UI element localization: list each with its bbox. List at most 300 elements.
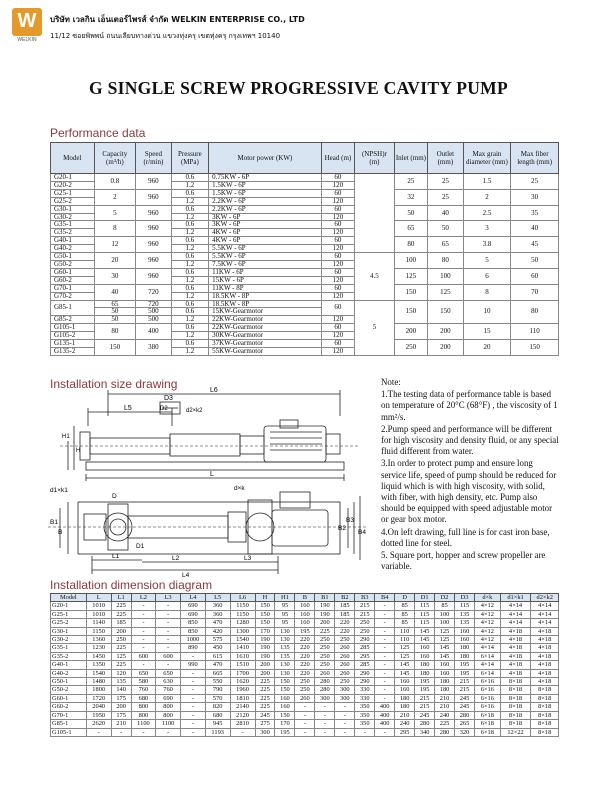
table-cell: 60 bbox=[321, 221, 354, 229]
table-cell: 65 bbox=[428, 237, 463, 253]
table-cell: 150 bbox=[275, 686, 295, 694]
table-row bbox=[51, 644, 559, 652]
table-cell: - bbox=[335, 728, 355, 736]
table-cell: 180 bbox=[415, 669, 435, 677]
table-cell: 50 bbox=[394, 205, 427, 221]
notes bbox=[381, 377, 560, 573]
table-cell: - bbox=[375, 610, 395, 618]
table-cell: 115 bbox=[415, 602, 435, 610]
table-cell: - bbox=[180, 703, 205, 711]
table-cell: 1480 bbox=[86, 678, 111, 686]
table-cell: 890 bbox=[180, 644, 205, 652]
table-row bbox=[51, 652, 559, 660]
table-cell: 820 bbox=[205, 703, 230, 711]
table-cell: 22KW-Gearmotor bbox=[209, 324, 322, 332]
table-cell: 2.2KW - 6P bbox=[209, 205, 322, 213]
table-cell: 225 bbox=[315, 627, 335, 635]
table-cell: 4×12 bbox=[475, 610, 501, 618]
table-cell: G60-1 bbox=[51, 268, 95, 276]
table-cell: 5 bbox=[355, 300, 395, 355]
table-cell: 4×12 bbox=[475, 602, 501, 610]
table-cell: 25 bbox=[428, 174, 463, 190]
table-cell: 280 bbox=[455, 711, 475, 719]
table-cell: 690 bbox=[156, 694, 181, 702]
table-cell: 4×14 bbox=[475, 644, 501, 652]
table-cell: G85-2 bbox=[51, 316, 95, 324]
table-cell: 350 bbox=[355, 720, 375, 728]
table-cell: 210 bbox=[395, 711, 415, 719]
table-cell: 280 bbox=[315, 686, 335, 694]
table-cell: 120 bbox=[321, 316, 354, 324]
table-cell: 190 bbox=[315, 602, 335, 610]
table-cell: 400 bbox=[136, 324, 171, 340]
table-cell: 195 bbox=[455, 661, 475, 669]
table-cell: 420 bbox=[205, 627, 230, 635]
table-cell: - bbox=[295, 711, 315, 719]
table-row bbox=[51, 221, 559, 229]
table-cell: 1.2 bbox=[171, 292, 209, 300]
svg-text:L5: L5 bbox=[124, 405, 132, 412]
table-cell: 100 bbox=[435, 610, 455, 618]
table-cell: 120 bbox=[111, 669, 131, 677]
table-cell: 195 bbox=[295, 627, 315, 635]
table-cell: - bbox=[180, 694, 205, 702]
table-cell: 135 bbox=[455, 619, 475, 627]
table-cell: 170 bbox=[275, 720, 295, 728]
table-cell: 245 bbox=[415, 711, 435, 719]
table-cell: G25-2 bbox=[51, 197, 95, 205]
table-cell: 18.5KW - 8P bbox=[209, 292, 322, 300]
table-cell: 25 bbox=[511, 174, 559, 190]
dim-col-header: D bbox=[395, 594, 415, 602]
table-cell: 6×14 bbox=[475, 669, 501, 677]
perf-col-header: (NPSH)r (m) bbox=[355, 143, 395, 174]
svg-text:B2: B2 bbox=[338, 525, 346, 532]
table-cell: 3 bbox=[463, 221, 511, 237]
table-cell: 115 bbox=[415, 619, 435, 627]
table-row bbox=[51, 253, 559, 261]
table-cell: 1.2 bbox=[171, 347, 209, 355]
table-cell: 50 bbox=[94, 308, 136, 316]
side-view-drawing bbox=[60, 386, 370, 482]
table-cell: 1.2 bbox=[171, 213, 209, 221]
table-cell: 30 bbox=[94, 268, 136, 284]
svg-text:L6: L6 bbox=[210, 387, 218, 394]
table-cell: 720 bbox=[136, 284, 171, 300]
dim-col-header: L5 bbox=[205, 594, 230, 602]
table-cell: 110 bbox=[395, 627, 415, 635]
table-cell: 8×18 bbox=[500, 678, 531, 686]
table-cell: 800 bbox=[131, 711, 156, 719]
table-cell: G30-1 bbox=[51, 205, 95, 213]
table-cell: 650 bbox=[131, 669, 156, 677]
table-cell: 12 bbox=[94, 237, 136, 253]
table-cell: 280 bbox=[315, 678, 335, 686]
table-cell: 250 bbox=[315, 661, 335, 669]
table-cell: 250 bbox=[335, 636, 355, 644]
svg-text:B4: B4 bbox=[358, 529, 366, 536]
table-cell: - bbox=[375, 661, 395, 669]
table-cell: 150 bbox=[428, 300, 463, 324]
dim-col-header: L1 bbox=[111, 594, 131, 602]
table-cell: 4×12 bbox=[475, 636, 501, 644]
table-cell: 285 bbox=[355, 661, 375, 669]
table-cell: 60 bbox=[321, 174, 354, 182]
table-cell: 130 bbox=[275, 627, 295, 635]
table-cell: 60 bbox=[321, 284, 354, 292]
table-cell: 185 bbox=[335, 602, 355, 610]
table-cell: 85 bbox=[435, 602, 455, 610]
dimension-table bbox=[50, 593, 559, 737]
table-cell: - bbox=[156, 644, 181, 652]
table-cell: 185 bbox=[111, 619, 131, 627]
table-cell: 665 bbox=[205, 669, 230, 677]
svg-text:D2: D2 bbox=[160, 406, 168, 412]
table-cell: 6×16 bbox=[475, 686, 501, 694]
table-cell: 200 bbox=[255, 661, 275, 669]
table-row bbox=[51, 661, 559, 669]
table-cell: 4KW - 6P bbox=[209, 229, 322, 237]
table-cell: 125 bbox=[435, 636, 455, 644]
table-cell: 300 bbox=[315, 694, 335, 702]
table-cell: 170 bbox=[255, 627, 275, 635]
table-cell: 120 bbox=[321, 332, 354, 340]
svg-text:D: D bbox=[112, 493, 117, 500]
table-cell: 110 bbox=[395, 636, 415, 644]
table-cell: 115 bbox=[415, 610, 435, 618]
table-cell: 4×14 bbox=[500, 619, 531, 627]
table-row bbox=[51, 610, 559, 618]
table-cell: 1450 bbox=[86, 652, 111, 660]
table-cell: 275 bbox=[255, 720, 275, 728]
table-cell: 120 bbox=[321, 181, 354, 189]
table-cell: 40 bbox=[428, 205, 463, 221]
dim-col-header: D3 bbox=[455, 594, 475, 602]
table-cell: - bbox=[295, 720, 315, 728]
table-cell: - bbox=[375, 678, 395, 686]
table-cell: 570 bbox=[205, 694, 230, 702]
table-cell: 5 bbox=[94, 205, 136, 221]
table-cell: 210 bbox=[435, 694, 455, 702]
table-cell: 8×18 bbox=[531, 694, 559, 702]
table-cell: 210 bbox=[435, 703, 455, 711]
table-cell: 160 bbox=[455, 636, 475, 644]
table-cell: - bbox=[180, 720, 205, 728]
table-cell: 1810 bbox=[230, 694, 255, 702]
perf-col-header: Inlet (mm) bbox=[394, 143, 427, 174]
table-cell: 580 bbox=[131, 678, 156, 686]
table-cell: 160 bbox=[395, 686, 415, 694]
table-cell: 145 bbox=[395, 669, 415, 677]
table-cell: 200 bbox=[111, 703, 131, 711]
table-cell: 470 bbox=[205, 661, 230, 669]
table-cell: 85 bbox=[395, 610, 415, 618]
table-cell: 225 bbox=[255, 678, 275, 686]
table-cell: - bbox=[156, 728, 181, 736]
table-cell: G35-2 bbox=[51, 229, 95, 237]
table-cell: 60 bbox=[321, 324, 354, 332]
table-cell: 4×14 bbox=[531, 602, 559, 610]
table-cell: 1150 bbox=[230, 602, 255, 610]
table-cell: - bbox=[156, 610, 181, 618]
table-cell: 145 bbox=[435, 652, 455, 660]
table-cell: 60 bbox=[321, 268, 354, 276]
table-cell: 0.6 bbox=[171, 268, 209, 276]
table-row bbox=[51, 268, 559, 276]
table-cell: 4×18 bbox=[500, 661, 531, 669]
table-cell: 800 bbox=[156, 711, 181, 719]
table-cell: 30KW-Gearmotor bbox=[209, 332, 322, 340]
table-row bbox=[51, 627, 559, 635]
table-cell: 7.5KW - 6P bbox=[209, 260, 322, 268]
dim-col-header: L3 bbox=[156, 594, 181, 602]
table-row bbox=[51, 340, 559, 348]
table-cell: 4×18 bbox=[500, 627, 531, 635]
table-cell: 2140 bbox=[230, 703, 255, 711]
table-cell: 175 bbox=[111, 694, 131, 702]
table-cell: 130 bbox=[275, 636, 295, 644]
table-cell: 960 bbox=[136, 189, 171, 205]
table-cell: 120 bbox=[321, 197, 354, 205]
table-cell: 150 bbox=[255, 602, 275, 610]
table-cell: 150 bbox=[255, 619, 275, 627]
table-cell: 3KW - 6P bbox=[209, 213, 322, 221]
table-row bbox=[51, 205, 559, 213]
table-cell: 4×14 bbox=[531, 610, 559, 618]
table-cell: 4×14 bbox=[500, 602, 531, 610]
table-cell: 160 bbox=[275, 694, 295, 702]
table-cell: 190 bbox=[255, 644, 275, 652]
table-cell: 260 bbox=[335, 669, 355, 677]
table-cell: G85-1 bbox=[51, 720, 87, 728]
table-row bbox=[51, 174, 559, 182]
table-cell: 2.5 bbox=[463, 205, 511, 221]
table-cell: - bbox=[375, 619, 395, 627]
dim-col-header: L bbox=[86, 594, 111, 602]
table-cell: 4×18 bbox=[531, 652, 559, 660]
table-cell: 5.5KW - 6P bbox=[209, 245, 322, 253]
table-cell: 85 bbox=[395, 619, 415, 627]
table-row bbox=[51, 728, 559, 736]
table-cell: 1350 bbox=[86, 661, 111, 669]
company-logo: W WELKIN bbox=[12, 8, 42, 46]
table-cell: 680 bbox=[131, 694, 156, 702]
table-cell: G20-2 bbox=[51, 181, 95, 189]
table-cell: 60 bbox=[321, 189, 354, 197]
table-cell: 210 bbox=[111, 720, 131, 728]
table-cell: 250 bbox=[315, 652, 335, 660]
table-cell: - bbox=[156, 636, 181, 644]
table-cell: 100 bbox=[394, 253, 427, 269]
table-cell: 200 bbox=[255, 669, 275, 677]
table-cell: 245 bbox=[455, 703, 475, 711]
table-cell: 80 bbox=[511, 300, 559, 324]
table-cell: 400 bbox=[375, 703, 395, 711]
table-cell: - bbox=[335, 711, 355, 719]
table-cell: 190 bbox=[255, 636, 275, 644]
table-row bbox=[51, 237, 559, 245]
table-cell: 1.2 bbox=[171, 245, 209, 253]
table-row bbox=[51, 669, 559, 677]
table-cell: 630 bbox=[156, 678, 181, 686]
table-cell: 330 bbox=[355, 694, 375, 702]
table-cell: 180 bbox=[395, 703, 415, 711]
table-cell: 250 bbox=[315, 644, 335, 652]
table-cell: 110 bbox=[511, 324, 559, 340]
table-cell: 8×18 bbox=[531, 728, 559, 736]
table-cell: 0.6 bbox=[171, 324, 209, 332]
table-cell: G70-1 bbox=[51, 711, 87, 719]
table-cell: 1140 bbox=[86, 619, 111, 627]
table-row bbox=[51, 636, 559, 644]
table-cell: 4×12 bbox=[475, 627, 501, 635]
table-cell: 160 bbox=[415, 644, 435, 652]
table-cell: 1193 bbox=[205, 728, 230, 736]
table-cell: 8×18 bbox=[531, 711, 559, 719]
svg-text:B: B bbox=[58, 529, 63, 536]
table-cell: - bbox=[375, 627, 395, 635]
table-cell: - bbox=[180, 728, 205, 736]
table-cell: 290 bbox=[355, 636, 375, 644]
perf-col-header: Motor power (KW) bbox=[209, 143, 322, 174]
table-cell: 115 bbox=[455, 602, 475, 610]
table-cell: 295 bbox=[395, 728, 415, 736]
table-cell: 4×14 bbox=[475, 661, 501, 669]
table-cell: 180 bbox=[455, 644, 475, 652]
table-cell: 1.2 bbox=[171, 332, 209, 340]
table-cell: G30-1 bbox=[51, 627, 87, 635]
table-cell: 800 bbox=[156, 703, 181, 711]
table-cell: 4×18 bbox=[531, 669, 559, 677]
table-cell: 1.2 bbox=[171, 181, 209, 189]
svg-text:H1: H1 bbox=[62, 434, 70, 440]
table-cell: 135 bbox=[275, 644, 295, 652]
table-cell: 1950 bbox=[86, 711, 111, 719]
table-cell: 245 bbox=[255, 711, 275, 719]
performance-heading: Performance data bbox=[50, 126, 146, 140]
table-cell: 150 bbox=[394, 284, 427, 300]
table-cell: 300 bbox=[335, 694, 355, 702]
svg-text:L1: L1 bbox=[112, 553, 120, 560]
dimension-heading: Installation dimension diagram bbox=[50, 578, 213, 592]
table-cell: 260 bbox=[315, 669, 335, 677]
dim-col-header: L6 bbox=[230, 594, 255, 602]
table-cell: 945 bbox=[205, 720, 230, 728]
note-item: 3.In order to protect pump and ensure long service life, speed of pump should be reduced for liquid which is with high viscosity, with solid, with fiber, with high density, etc. Pump also should be equipped with speed adjustable motor or gear box motor. bbox=[381, 458, 557, 525]
table-cell: 340 bbox=[415, 728, 435, 736]
table-cell: 2040 bbox=[86, 703, 111, 711]
table-cell: 215 bbox=[455, 686, 475, 694]
table-cell: 200 bbox=[111, 627, 131, 635]
table-cell: - bbox=[355, 728, 375, 736]
table-cell: 65 bbox=[394, 221, 427, 237]
table-cell: 20 bbox=[94, 253, 136, 269]
table-cell: 200 bbox=[394, 324, 427, 340]
svg-text:H: H bbox=[76, 448, 81, 454]
table-cell: 850 bbox=[180, 627, 205, 635]
table-cell: 2 bbox=[463, 189, 511, 205]
table-cell: 4×14 bbox=[531, 619, 559, 627]
table-cell: G25-2 bbox=[51, 619, 87, 627]
table-cell: 8×18 bbox=[500, 686, 531, 694]
table-cell: 320 bbox=[455, 728, 475, 736]
table-cell: 195 bbox=[415, 686, 435, 694]
table-cell: G30-2 bbox=[51, 636, 87, 644]
table-cell: 960 bbox=[136, 268, 171, 284]
table-cell: 1510 bbox=[230, 661, 255, 669]
dim-col-header: D2 bbox=[435, 594, 455, 602]
table-cell: 220 bbox=[295, 636, 315, 644]
table-cell: 850 bbox=[180, 619, 205, 627]
table-cell: 2.2KW - 6P bbox=[209, 197, 322, 205]
perf-col-header: Pressure (MPa) bbox=[171, 143, 209, 174]
table-cell: 130 bbox=[275, 669, 295, 677]
notes-heading: Note: bbox=[381, 377, 401, 387]
table-cell: 100 bbox=[435, 619, 455, 627]
table-cell: 80 bbox=[428, 253, 463, 269]
table-cell: 45 bbox=[511, 237, 559, 253]
table-row bbox=[51, 602, 559, 610]
table-cell: 3KW - 6P bbox=[209, 221, 322, 229]
table-cell: 160 bbox=[415, 652, 435, 660]
table-cell: 960 bbox=[136, 174, 171, 190]
table-cell: 185 bbox=[335, 610, 355, 618]
table-cell: 1230 bbox=[86, 644, 111, 652]
svg-text:d1×k1: d1×k1 bbox=[50, 487, 68, 494]
perf-col-header: Max fiber length (mm) bbox=[511, 143, 559, 174]
table-cell: 680 bbox=[205, 711, 230, 719]
table-cell: 295 bbox=[355, 652, 375, 660]
table-cell: 135 bbox=[111, 678, 131, 686]
table-cell: 1.2 bbox=[171, 197, 209, 205]
table-cell: 650 bbox=[156, 669, 181, 677]
table-cell: 225 bbox=[111, 644, 131, 652]
table-row bbox=[51, 284, 559, 292]
table-cell: G40-1 bbox=[51, 661, 87, 669]
table-cell: 40 bbox=[511, 221, 559, 237]
table-cell: 6×18 bbox=[475, 711, 501, 719]
table-cell: 20 bbox=[463, 340, 511, 356]
table-cell: G70-2 bbox=[51, 292, 95, 300]
dim-col-header: L4 bbox=[180, 594, 205, 602]
table-cell: G35-1 bbox=[51, 644, 87, 652]
table-cell: 265 bbox=[455, 720, 475, 728]
table-cell: 240 bbox=[435, 711, 455, 719]
table-cell: 215 bbox=[455, 678, 475, 686]
table-cell: G70-1 bbox=[51, 284, 95, 292]
table-cell: 32 bbox=[394, 189, 427, 205]
table-cell: - bbox=[375, 652, 395, 660]
table-cell: 6 bbox=[463, 268, 511, 284]
table-cell: 60 bbox=[321, 253, 354, 261]
table-cell: 120 bbox=[321, 213, 354, 221]
table-cell: 180 bbox=[395, 694, 415, 702]
table-cell: 220 bbox=[295, 669, 315, 677]
table-cell: 1280 bbox=[230, 619, 255, 627]
table-cell: 1150 bbox=[230, 610, 255, 618]
table-cell: 1.5KW - 6P bbox=[209, 189, 322, 197]
table-cell: 4×14 bbox=[500, 610, 531, 618]
table-cell: 10 bbox=[463, 300, 511, 324]
table-cell: 250 bbox=[394, 340, 427, 356]
table-cell: 150 bbox=[255, 610, 275, 618]
table-cell: 225 bbox=[255, 694, 275, 702]
table-cell: 500 bbox=[136, 316, 171, 324]
table-cell: 60 bbox=[321, 340, 354, 348]
table-cell: 220 bbox=[335, 619, 355, 627]
table-cell: 8×18 bbox=[531, 720, 559, 728]
table-cell: 6×14 bbox=[475, 652, 501, 660]
